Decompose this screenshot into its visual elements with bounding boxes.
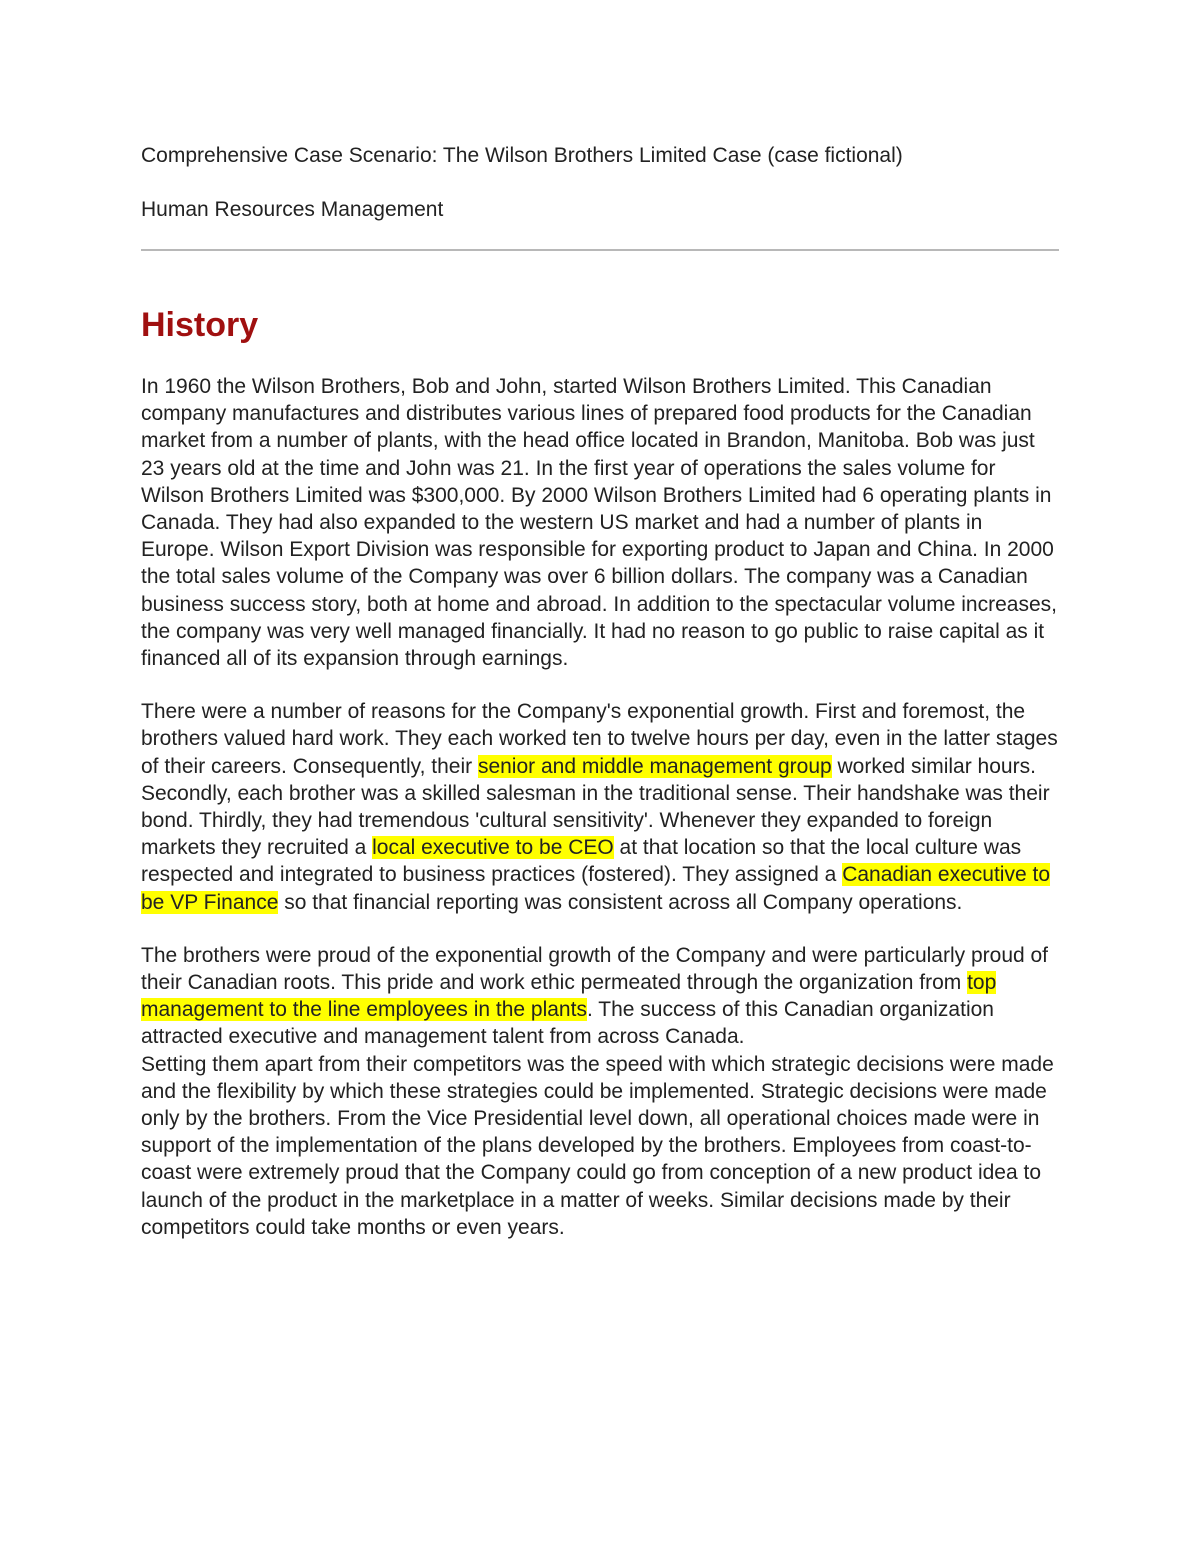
paragraph-text: so that financial reporting was consistent across all Company operations.: [278, 890, 963, 914]
paragraph-strategic-decisions: Setting them apart from their competitors was the speed with which strategic decisions were made and the flexibility by which these strategies could be implemented. Strategic decisions were made only by the brothers. From the Vice Presidential level down, all operational choices made were in support of the implementation of the plans developed by the brothers. Employees from coast-to-coast were extremely proud that the Company could go from conception of a new product idea to launch of the product in the marketplace in a matter of weeks. Similar decisions made by their competitors could take months or even years.: [141, 1052, 1054, 1239]
document-page: [141, 141, 1059, 1241]
paragraph-text: . The success of this Canadian organization attracted executive and management talent from across Canada.: [141, 998, 994, 1049]
highlight-top-management: top management to the line employees in the plants: [141, 971, 997, 1022]
paragraph-history-1: In 1960 the Wilson Brothers, Bob and John, started Wilson Brothers Limited. This Canadian company manufactures and distributes various lines of prepared food products for the Canadian market from a number of plants, with the head office located in Brandon, Manitoba. Bob was just 23 years old at the time and John was 21. In the first year of operations the sales volume for Wilson Brothers Limited was $300,000. By 2000 Wilson Brothers Limited had 6 operating plants in Canada. They had also expanded to the western US market and had a number of plants in Europe. Wilson Export Division was responsible for exporting product to Japan and China. In 2000 the total sales volume of the Company was over 6 billion dollars. The company was a Canadian business success story, both at home and abroad. In addition to the spectacular volume increases, the company was very well managed financially. It had no reason to go public to raise capital as it financed all of its expansion through earnings.: [141, 375, 1057, 671]
paragraph-text: The brothers were proud of the exponential growth of the Company and were particularly proud of their Canadian roots. This pride and work ethic permeated through the organization from: [141, 943, 1049, 995]
paragraph-text: at that location so that the local culture was respected and integrated to business practices (fostered). They assigned a: [141, 836, 1022, 887]
paragraph-text: There were a number of reasons for the Company's exponential growth. First and foremost, the brothers valued hard work. They each worked ten to twelve hours per day, even in the latter stages of their careers. Consequently, their: [141, 700, 1058, 778]
paragraph-canadian-roots: [141, 942, 1059, 1051]
paragraph-growth-reasons: [141, 698, 1059, 916]
highlight-canadian-executive: Canadian executive to be VP Finance: [141, 863, 1050, 914]
paragraph-text: worked similar hours. Secondly, each brother was a skilled salesman in the traditional sense. Their handshake was their bond. Thirdly, they had tremendous 'cultural sensitivity'. Whenever they expanded to foreign markets they recruited a: [141, 754, 1050, 860]
horizontal-divider: [141, 249, 1059, 251]
highlight-local-executive: local executive to be CEO: [372, 836, 614, 860]
document-title: Comprehensive Case Scenario: The Wilson Brothers Limited Case (case fictional): [141, 144, 903, 167]
highlight-senior-management: senior and middle management group: [477, 754, 832, 778]
document-subtitle: Human Resources Management: [141, 198, 444, 221]
section-heading-history: History: [141, 306, 259, 344]
